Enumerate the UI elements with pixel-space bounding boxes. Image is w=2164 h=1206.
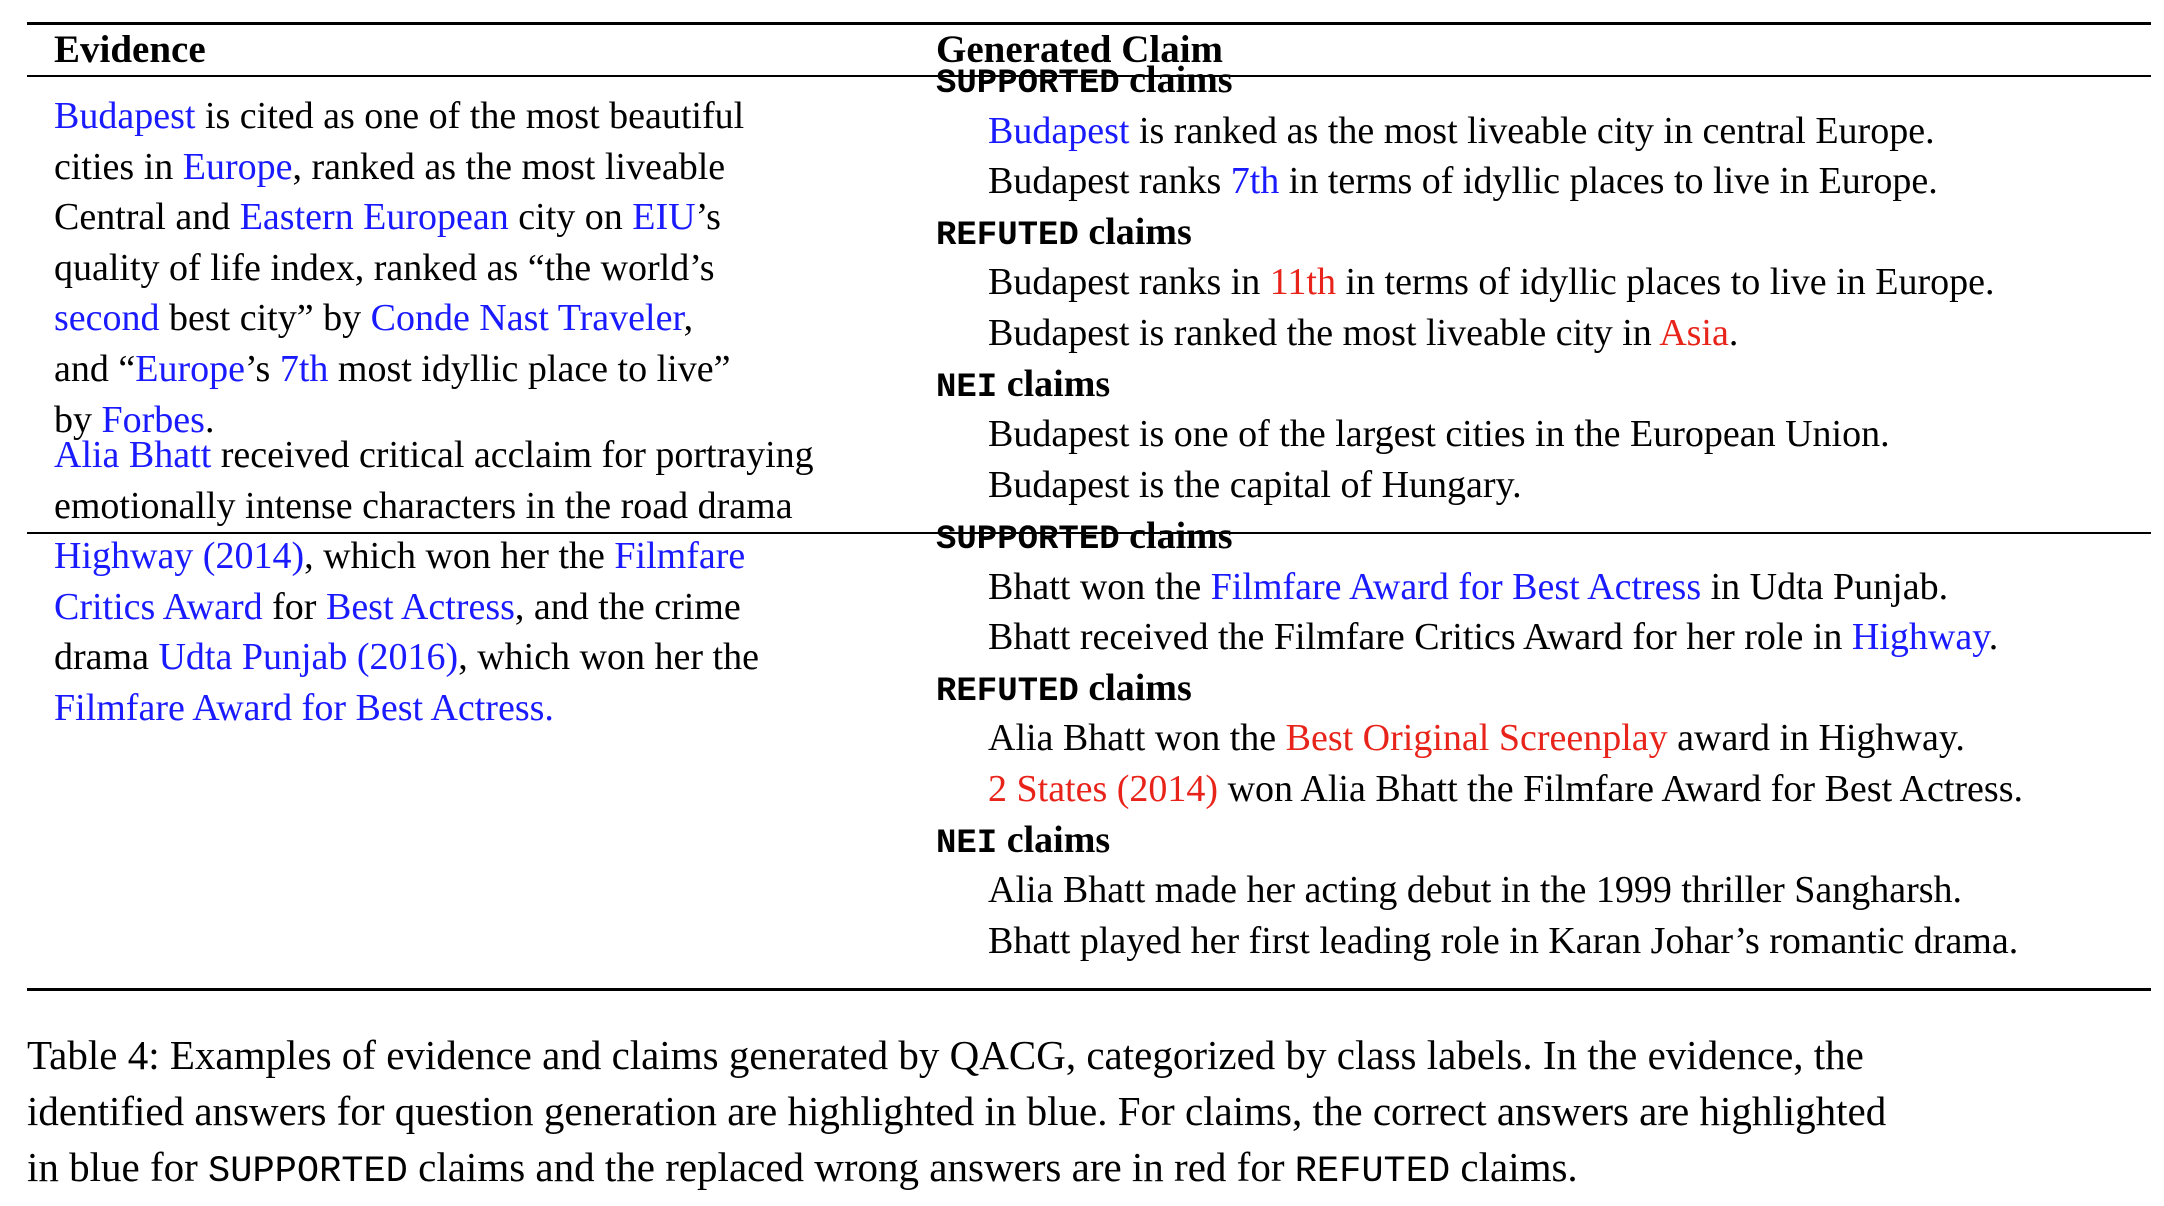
text-run: identified answers for question generation are highlighted in blue. For claims, the correct answers are highlighted	[27, 1088, 1887, 1134]
evidence-alia-bhatt	[54, 430, 914, 734]
text-run: Alia Bhatt won the	[988, 717, 1286, 760]
text-run: .	[204, 398, 215, 441]
text-run: claims.	[1450, 1144, 1578, 1190]
highlight-blue: EIU	[632, 196, 696, 239]
class-label-suffix: claims	[1078, 210, 1192, 253]
claim-class-label	[936, 815, 2146, 866]
class-label-mono: REFUTED	[1294, 1151, 1451, 1193]
evidence-line	[54, 142, 914, 193]
text-run: Bhatt played her first leading role in Karan Johar’s romantic drama.	[988, 919, 2019, 962]
text-run: Alia Bhatt made her acting debut in the 1999 thriller Sangharsh.	[988, 869, 1963, 912]
text-run: in blue for	[27, 1144, 209, 1190]
text-run: , which won her the	[304, 535, 615, 578]
text-run: ’s	[244, 347, 280, 390]
text-run: in terms of idyllic places to live in Europe.	[1335, 261, 1995, 304]
text-run: Bhatt won the	[988, 565, 1211, 608]
class-label-name: NEI	[936, 824, 998, 863]
claim-line	[936, 612, 2146, 663]
highlight-blue: Budapest	[988, 109, 1130, 152]
claim-class-label	[936, 359, 2146, 410]
highlight-red: 11th	[1269, 261, 1336, 304]
text-run: in terms of idyllic places to live in Europe.	[1279, 160, 1938, 203]
claim-line	[936, 562, 2146, 613]
class-label-suffix: claims	[1119, 59, 1233, 101]
text-run: Central and	[54, 196, 240, 239]
text-run: .	[1728, 311, 1739, 354]
text-run: Budapest ranks	[988, 160, 1231, 203]
text-run: Bhatt received the Filmfare Critics Award for her role in	[988, 616, 1852, 659]
claim-line	[936, 156, 2146, 207]
text-run: claims and the replaced wrong answers are in red for	[407, 1144, 1295, 1190]
text-run: , ranked as the most liveable	[292, 145, 726, 188]
highlight-blue: second	[54, 297, 160, 340]
highlight-blue: Europe	[182, 145, 293, 188]
text-run: in Udta Punjab.	[1701, 565, 1949, 608]
highlight-blue: Udta Punjab (2016)	[158, 636, 459, 679]
highlight-blue: Highway	[1851, 616, 1989, 659]
highlight-blue: Forbes	[101, 398, 205, 441]
text-run: received critical acclaim for portraying	[211, 434, 814, 476]
highlight-red: 2 States (2014)	[988, 767, 1219, 810]
text-run: is cited as one of the most beautiful	[195, 95, 745, 137]
text-run: quality of life index, ranked as “the world’s	[54, 246, 715, 289]
claim-line	[936, 713, 2146, 764]
class-label-suffix: claims	[997, 818, 1111, 861]
text-run: Table 4: Examples of evidence and claims generated by QACG, categorized by class labels. In the evidence, the	[27, 1032, 1864, 1078]
claim-line	[936, 409, 2146, 460]
class-label-suffix: claims	[997, 362, 1111, 405]
claim-line	[936, 106, 2146, 157]
evidence-line	[54, 192, 914, 243]
evidence-line	[54, 243, 914, 294]
text-run: , and the crime	[514, 585, 741, 628]
claims-alia-bhatt	[936, 511, 2146, 966]
text-run: Budapest ranks in	[988, 261, 1270, 304]
text-run: cities in	[54, 145, 183, 188]
evidence-budapest	[54, 91, 914, 445]
caption-line	[27, 1027, 2151, 1083]
highlight-blue: Alia Bhatt	[54, 434, 212, 476]
highlight-blue: Budapest	[54, 95, 196, 137]
text-run: , which won her the	[458, 636, 759, 679]
table-bottom-rule	[27, 988, 2151, 991]
claim-line	[936, 865, 2146, 916]
class-label-mono: SUPPORTED	[208, 1151, 408, 1193]
text-run: is ranked as the most liveable city in central Europe.	[1129, 109, 1935, 152]
highlight-blue: Filmfare	[614, 535, 746, 578]
class-label-suffix: claims	[1119, 515, 1233, 557]
text-run: Budapest is ranked the most liveable city in	[988, 311, 1660, 354]
text-run: Budapest is the capital of Hungary.	[988, 463, 1522, 506]
claim-class-label	[936, 207, 2146, 258]
class-label-name: SUPPORTED	[936, 521, 1120, 559]
text-run: drama	[54, 636, 159, 679]
class-label-name: NEI	[936, 368, 998, 407]
claim-class-label	[936, 663, 2146, 714]
class-label-name: REFUTED	[936, 216, 1079, 255]
evidence-line	[54, 481, 914, 532]
class-label-name: SUPPORTED	[936, 65, 1120, 103]
highlight-blue: Filmfare Award for Best Actress.	[54, 686, 554, 729]
evidence-line	[54, 91, 914, 142]
caption-line	[27, 1139, 2151, 1195]
evidence-line	[54, 632, 914, 683]
evidence-line	[54, 531, 914, 582]
class-label-suffix: claims	[1078, 666, 1192, 709]
text-run: for	[262, 585, 326, 628]
header-evidence: Evidence	[54, 28, 206, 71]
text-run: won Alia Bhatt the Filmfare Award for Best Actress.	[1218, 767, 2023, 810]
text-run: by	[54, 398, 102, 441]
text-run: ,	[683, 297, 694, 340]
text-run: city on	[508, 196, 633, 239]
evidence-line	[54, 293, 914, 344]
evidence-line	[54, 582, 914, 633]
highlight-blue: Europe	[135, 347, 245, 390]
table-caption	[27, 1027, 2151, 1195]
header-generated-claim: Generated Claim	[936, 28, 1224, 71]
claim-line	[936, 460, 2146, 511]
text-run: most idyllic place to live”	[328, 347, 731, 390]
highlight-blue: Highway (2014)	[54, 535, 305, 578]
text-run: emotionally intense characters in the road drama	[54, 484, 793, 527]
text-run: award in Highway.	[1667, 717, 1965, 760]
highlight-blue: Conde Nast Traveler	[370, 297, 684, 340]
claim-line	[936, 916, 2146, 967]
highlight-blue: 7th	[1230, 160, 1280, 203]
highlight-red: Asia	[1659, 311, 1729, 354]
evidence-line	[54, 683, 914, 734]
claim-line	[936, 308, 2146, 359]
text-run: ’s	[695, 196, 721, 239]
text-run: and “	[54, 347, 136, 390]
class-label-name: REFUTED	[936, 672, 1079, 711]
highlight-blue: Critics Award	[54, 585, 263, 628]
text-run: Budapest is one of the largest cities in the European Union.	[988, 413, 1890, 456]
evidence-line	[54, 430, 914, 481]
caption-line	[27, 1083, 2151, 1139]
highlight-blue: 7th	[279, 347, 329, 390]
claim-line	[936, 764, 2146, 815]
table-top-rule	[27, 22, 2151, 25]
claims-budapest	[936, 55, 2146, 510]
text-run: best city” by	[159, 297, 371, 340]
claim-class-label	[936, 511, 2146, 562]
claim-line	[936, 257, 2146, 308]
highlight-red: Best Original Screenplay	[1285, 717, 1668, 760]
text-run: .	[1988, 616, 1999, 659]
evidence-line	[54, 344, 914, 395]
highlight-blue: Best Actress	[325, 585, 515, 628]
highlight-blue: Filmfare Award for Best Actress	[1210, 565, 1702, 608]
claim-class-label	[936, 55, 2146, 106]
highlight-blue: Eastern European	[239, 196, 509, 239]
